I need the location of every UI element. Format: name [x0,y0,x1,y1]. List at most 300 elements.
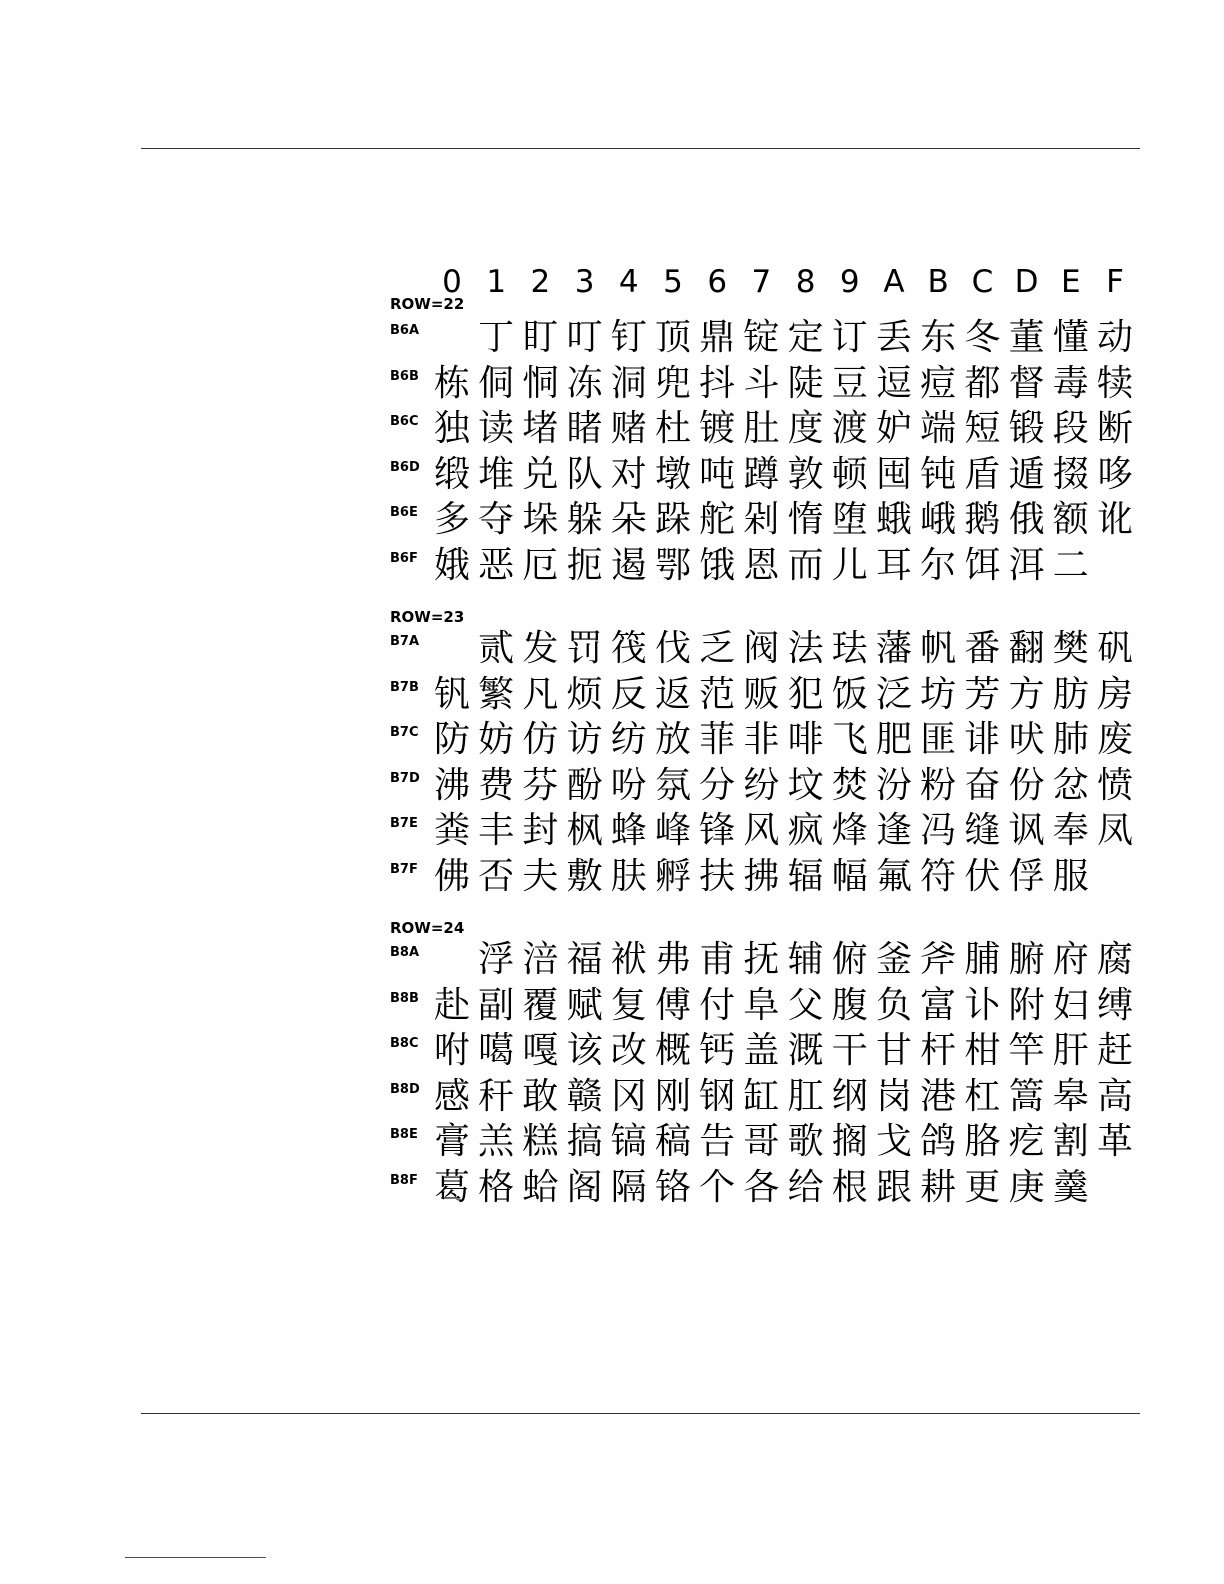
glyph-cell: 洱 [1008,544,1045,586]
glyph-cell: 哥 [743,1121,780,1162]
glyph-cell: 兑 [522,453,559,495]
glyph-cell: 夺 [478,499,515,540]
glyph-cell: 富 [920,984,957,1026]
glyph-cell: 娥 [433,544,470,586]
glyph-cell: 缝 [964,810,1001,851]
glyph-cell: 坟 [787,764,824,806]
glyph-cell: 阀 [743,628,780,669]
glyph-cell: 篙 [1008,1075,1045,1117]
glyph-cell: 抖 [699,362,736,404]
code-row [388,1075,1148,1121]
glyph-cell: 饭 [831,673,868,715]
code-row-label: B7C [390,725,419,740]
glyph-cell: 定 [787,317,824,358]
glyph-cell: 返 [654,673,691,715]
code-row-label: B6A [390,323,420,338]
glyph-cell: 断 [1096,408,1133,449]
code-row [388,855,1148,901]
glyph-cell: 甘 [875,1030,912,1071]
glyph-cell: 凡 [522,673,559,715]
glyph-cell: 扶 [699,855,736,897]
glyph-cell: 敦 [787,453,824,495]
code-row [388,316,1148,362]
glyph-cell: 抚 [743,939,780,980]
glyph-cell: 蛤 [522,1166,559,1208]
glyph-cell: 范 [699,673,736,715]
glyph-cell: 符 [920,855,957,897]
glyph-cell: 纺 [610,719,647,760]
glyph-cell: 蛾 [875,499,912,540]
glyph-cell: 竿 [1008,1030,1045,1071]
glyph-cell: 钝 [920,453,957,495]
glyph-cell: 多 [433,499,470,540]
glyph-cell: 丢 [875,317,912,358]
code-row-label: B8A [390,945,420,960]
glyph-cell: 高 [1096,1075,1133,1117]
glyph-cell: 董 [1008,317,1045,358]
glyph-cell: 肝 [1052,1030,1089,1071]
glyph-cell: 肪 [1052,673,1089,715]
glyph-cell: 福 [566,939,603,980]
glyph-cell: 吨 [699,453,736,495]
column-header-1: 1 [486,264,507,300]
glyph-cell: 钉 [610,317,647,358]
glyph-cell: 钙 [699,1030,736,1071]
glyph-cell: 芳 [964,673,1001,715]
glyph-cell: 筏 [610,628,647,669]
glyph-cell: 缎 [433,453,470,495]
glyph-cell: 赣 [566,1075,603,1117]
glyph-cell: 粪 [433,810,470,851]
glyph-cell: 戈 [875,1121,912,1162]
glyph-cell: 芬 [522,764,559,806]
glyph-cell: 纷 [743,764,780,806]
column-header-f: F [1106,264,1124,300]
glyph-cell: 肛 [787,1075,824,1117]
code-row-label: B7B [390,679,419,695]
glyph-cell: 冬 [964,317,1001,358]
glyph-cell: 糕 [522,1121,559,1162]
glyph-cell: 溉 [787,1030,824,1071]
glyph-cell: 耳 [875,544,912,586]
glyph-cell: 讽 [1008,810,1045,851]
glyph-cell: 妇 [1052,984,1089,1026]
glyph-cell: 盯 [522,317,559,358]
glyph-cell: 伐 [654,628,691,669]
glyph-cell: 蜂 [610,810,647,851]
glyph-cell: 段 [1052,408,1089,449]
code-row [388,938,1148,984]
glyph-cell: 吠 [1008,719,1045,760]
row-group-label: ROW=24 [390,919,465,937]
glyph-cell: 焚 [831,764,868,806]
glyph-cell: 叮 [566,317,603,358]
glyph-cell: 房 [1096,673,1133,715]
glyph-cell: 镀 [699,408,736,449]
glyph-cell: 缸 [743,1075,780,1117]
glyph-cell: 氛 [654,764,691,806]
glyph-cell: 犊 [1096,362,1133,404]
glyph-cell: 珐 [831,628,868,669]
glyph-cell: 凤 [1096,810,1133,851]
glyph-cell: 浮 [478,939,515,980]
glyph-cell: 仿 [522,719,559,760]
glyph-cell: 贩 [743,673,780,715]
glyph-cell: 杜 [654,408,691,449]
glyph-cell: 峨 [920,499,957,540]
glyph-cell: 跺 [654,499,691,540]
code-row [388,718,1148,764]
glyph-cell: 鼎 [699,317,736,358]
column-header-8: 8 [795,264,816,300]
glyph-cell: 弗 [654,939,691,980]
glyph-cell: 咐 [433,1030,470,1071]
glyph-cell: 负 [875,984,912,1026]
glyph-cell: 否 [478,855,515,897]
glyph-cell: 分 [699,764,736,806]
glyph-cell: 赋 [566,984,603,1026]
header-rule [141,148,1140,149]
glyph-cell: 隔 [610,1166,647,1208]
glyph-cell: 肚 [743,408,780,449]
glyph-cell: 冻 [566,362,603,404]
code-row [388,407,1148,453]
glyph-cell: 辐 [787,855,824,897]
row-block [388,295,1148,589]
glyph-cell: 费 [478,764,515,806]
glyph-cell: 恶 [478,544,515,586]
glyph-cell: 镐 [610,1121,647,1162]
glyph-cell: 刚 [654,1075,691,1117]
glyph-cell: 逗 [875,362,912,404]
glyph-cell: 斧 [920,939,957,980]
glyph-cell: 葛 [433,1166,470,1208]
glyph-cell: 扼 [566,544,603,586]
glyph-cell: 二 [1052,544,1089,586]
column-header-c: C [971,264,994,300]
glyph-cell: 忿 [1052,764,1089,806]
glyph-cell: 汾 [875,764,912,806]
glyph-cell: 盖 [743,1030,780,1071]
glyph-cell: 府 [1052,939,1089,980]
glyph-cell: 冈 [610,1075,647,1117]
glyph-cell: 讹 [1096,499,1133,540]
glyph-cell: 歌 [787,1121,824,1162]
glyph-cell: 兜 [654,362,691,404]
glyph-cell: 格 [478,1166,515,1208]
glyph-cell: 讣 [964,984,1001,1026]
glyph-cell: 鄂 [654,544,691,586]
glyph-cell: 辅 [787,939,824,980]
row-group-label: ROW=23 [390,608,465,626]
glyph-cell: 东 [920,317,957,358]
code-row-label: B6C [390,414,419,429]
glyph-cell: 俯 [831,939,868,980]
glyph-cell: 搞 [566,1121,603,1162]
glyph-cell: 栋 [433,362,470,404]
glyph-cell: 堆 [478,453,515,495]
glyph-cell: 番 [964,628,1001,669]
glyph-cell: 督 [1008,362,1045,404]
code-row-label: B8F [390,1172,418,1188]
glyph-cell: 朵 [610,499,647,540]
glyph-cell: 顶 [654,317,691,358]
glyph-cell: 度 [787,408,824,449]
glyph-cell: 各 [743,1166,780,1208]
glyph-cell: 封 [522,810,559,851]
code-rows [388,609,1148,900]
glyph-cell: 恩 [743,544,780,586]
row-block [388,920,1148,1211]
glyph-cell: 犯 [787,673,824,715]
glyph-cell: 发 [522,628,559,669]
glyph-cell: 读 [478,408,515,449]
glyph-cell: 舵 [699,499,736,540]
glyph-cell: 氟 [875,855,912,897]
column-header-5: 5 [663,264,683,300]
glyph-cell: 沸 [433,764,470,806]
glyph-cell: 孵 [654,855,691,897]
glyph-cell: 赶 [1096,1030,1133,1071]
glyph-cell: 搁 [831,1121,868,1162]
code-row [388,984,1148,1030]
glyph-cell: 附 [1008,984,1045,1026]
glyph-cell: 烦 [566,673,603,715]
glyph-cell: 遏 [610,544,647,586]
footer-link-underline[interactable] [125,1557,266,1558]
glyph-cell: 哆 [1096,453,1133,495]
glyph-cell: 赴 [433,984,470,1026]
glyph-cell: 罚 [566,628,603,669]
glyph-cell: 奉 [1052,810,1089,851]
glyph-cell: 废 [1096,719,1133,760]
glyph-cell: 铬 [654,1166,691,1208]
glyph-cell: 堵 [522,408,559,449]
glyph-cell: 陡 [787,362,824,404]
glyph-cell: 皋 [1052,1075,1089,1117]
glyph-cell: 告 [699,1121,736,1162]
footer-rule [141,1413,1140,1414]
glyph-cell: 恫 [522,362,559,404]
glyph-cell: 该 [566,1030,603,1071]
code-rows [388,304,1148,589]
glyph-cell: 敷 [566,855,603,897]
glyph-cell: 丁 [478,317,515,358]
glyph-cell: 菲 [699,719,736,760]
glyph-cell: 秆 [478,1075,515,1117]
glyph-cell: 剁 [743,499,780,540]
code-row-label: B8C [390,1036,419,1051]
glyph-cell: 锻 [1008,408,1045,449]
glyph-cell: 躲 [566,499,603,540]
glyph-cell: 噶 [478,1030,515,1071]
glyph-cell: 更 [964,1166,1001,1208]
glyph-cell: 港 [920,1075,957,1117]
glyph-cell: 厄 [522,544,559,586]
glyph-cell: 飞 [831,719,868,760]
glyph-cell: 革 [1096,1121,1133,1162]
glyph-cell: 毒 [1052,362,1089,404]
glyph-cell: 柑 [964,1030,1001,1071]
glyph-cell: 烽 [831,810,868,851]
glyph-cell: 腹 [831,984,868,1026]
glyph-cell: 订 [831,317,868,358]
code-row [388,1166,1148,1212]
glyph-cell: 墩 [654,453,691,495]
glyph-cell: 斗 [743,362,780,404]
glyph-cell: 方 [1008,673,1045,715]
glyph-cell: 酚 [566,764,603,806]
code-row [388,1120,1148,1166]
glyph-cell: 杠 [964,1075,1001,1117]
column-header-e: E [1061,264,1081,300]
code-row-label: B6D [390,459,420,475]
column-header-0: 0 [442,264,462,300]
glyph-cell: 额 [1052,499,1089,540]
glyph-cell: 丰 [478,810,515,851]
glyph-cell: 腑 [1008,939,1045,980]
glyph-cell: 队 [566,453,603,495]
glyph-cell: 锭 [743,317,780,358]
glyph-cell: 改 [610,1030,647,1071]
glyph-cell: 根 [831,1166,868,1208]
glyph-cell: 嘎 [522,1030,559,1071]
glyph-cell: 服 [1052,855,1089,897]
glyph-cell: 羹 [1052,1166,1089,1208]
glyph-cell: 疙 [1008,1121,1045,1162]
glyph-cell: 甫 [699,939,736,980]
glyph-cell: 肺 [1052,719,1089,760]
glyph-cell: 访 [566,719,603,760]
glyph-cell: 蹲 [743,453,780,495]
glyph-cell: 坊 [920,673,957,715]
code-row-label: B8E [390,1127,418,1142]
glyph-cell: 饿 [699,544,736,586]
code-row-label: B6B [390,368,419,384]
code-row-label: B7D [390,770,420,786]
glyph-cell: 掇 [1052,453,1089,495]
glyph-cell: 端 [920,408,957,449]
glyph-cell: 夫 [522,855,559,897]
code-row [388,544,1148,590]
glyph-cell: 逢 [875,810,912,851]
code-row [388,453,1148,499]
glyph-cell: 睹 [566,408,603,449]
glyph-cell: 概 [654,1030,691,1071]
glyph-cell: 泛 [875,673,912,715]
glyph-cell: 藩 [875,628,912,669]
glyph-cell: 尔 [920,544,957,586]
glyph-cell: 峰 [654,810,691,851]
glyph-cell: 枫 [566,810,603,851]
glyph-cell: 个 [699,1166,736,1208]
column-header-9: 9 [839,264,860,300]
glyph-cell: 顿 [831,453,868,495]
column-header-b: B [927,264,949,300]
code-row-label: B6F [390,550,418,566]
glyph-cell: 愤 [1096,764,1133,806]
glyph-cell: 贰 [478,628,515,669]
glyph-cell: 阁 [566,1166,603,1208]
column-header-d: D [1014,264,1039,300]
row-blocks [388,295,1148,1211]
glyph-cell: 啡 [787,719,824,760]
gb2312-code-chart [388,262,1148,1211]
glyph-cell: 稿 [654,1121,691,1162]
glyph-cell: 肤 [610,855,647,897]
glyph-cell: 锋 [699,810,736,851]
glyph-cell: 份 [1008,764,1045,806]
glyph-cell: 独 [433,408,470,449]
glyph-cell: 吩 [610,764,647,806]
glyph-cell: 割 [1052,1121,1089,1162]
glyph-cell: 杆 [920,1030,957,1071]
glyph-cell: 反 [610,673,647,715]
glyph-cell: 乏 [699,628,736,669]
glyph-cell: 给 [787,1166,824,1208]
glyph-cell: 干 [831,1030,868,1071]
glyph-cell: 翻 [1008,628,1045,669]
glyph-cell: 羔 [478,1121,515,1162]
code-row [388,498,1148,544]
column-header-7: 7 [751,264,772,300]
glyph-cell: 庚 [1008,1166,1045,1208]
glyph-cell: 防 [433,719,470,760]
glyph-cell: 遁 [1008,453,1045,495]
glyph-cell: 脯 [964,939,1001,980]
glyph-cell: 非 [743,719,780,760]
glyph-cell: 拂 [743,855,780,897]
glyph-cell: 盾 [964,453,1001,495]
glyph-cell: 胳 [964,1121,1001,1162]
glyph-cell: 放 [654,719,691,760]
glyph-cell: 粉 [920,764,957,806]
code-row [388,627,1148,673]
glyph-cell: 复 [610,984,647,1026]
glyph-cell: 幅 [831,855,868,897]
glyph-cell: 涪 [522,939,559,980]
glyph-cell: 懂 [1052,317,1089,358]
glyph-cell: 父 [787,984,824,1026]
code-rows [388,920,1148,1211]
code-row [388,362,1148,408]
glyph-cell: 奋 [964,764,1001,806]
glyph-cell: 佛 [433,855,470,897]
code-row-label: B8D [390,1081,420,1097]
glyph-cell: 诽 [964,719,1001,760]
glyph-cell: 敢 [522,1075,559,1117]
glyph-cell: 短 [964,408,1001,449]
glyph-cell: 副 [478,984,515,1026]
glyph-cell: 儿 [831,544,868,586]
glyph-cell: 风 [743,810,780,851]
glyph-cell: 腐 [1096,939,1133,980]
column-header-3: 3 [574,264,595,300]
column-header-a: A [883,264,905,300]
glyph-cell: 釜 [875,939,912,980]
code-row [388,1029,1148,1075]
glyph-cell: 矾 [1096,628,1133,669]
glyph-cell: 覆 [522,984,559,1026]
glyph-cell: 纲 [831,1075,868,1117]
row-group-label: ROW=22 [390,295,465,313]
glyph-cell: 缚 [1096,984,1133,1026]
glyph-cell: 付 [699,984,736,1026]
glyph-cell: 妒 [875,408,912,449]
glyph-cell: 肥 [875,719,912,760]
code-row [388,764,1148,810]
glyph-cell: 妨 [478,719,515,760]
